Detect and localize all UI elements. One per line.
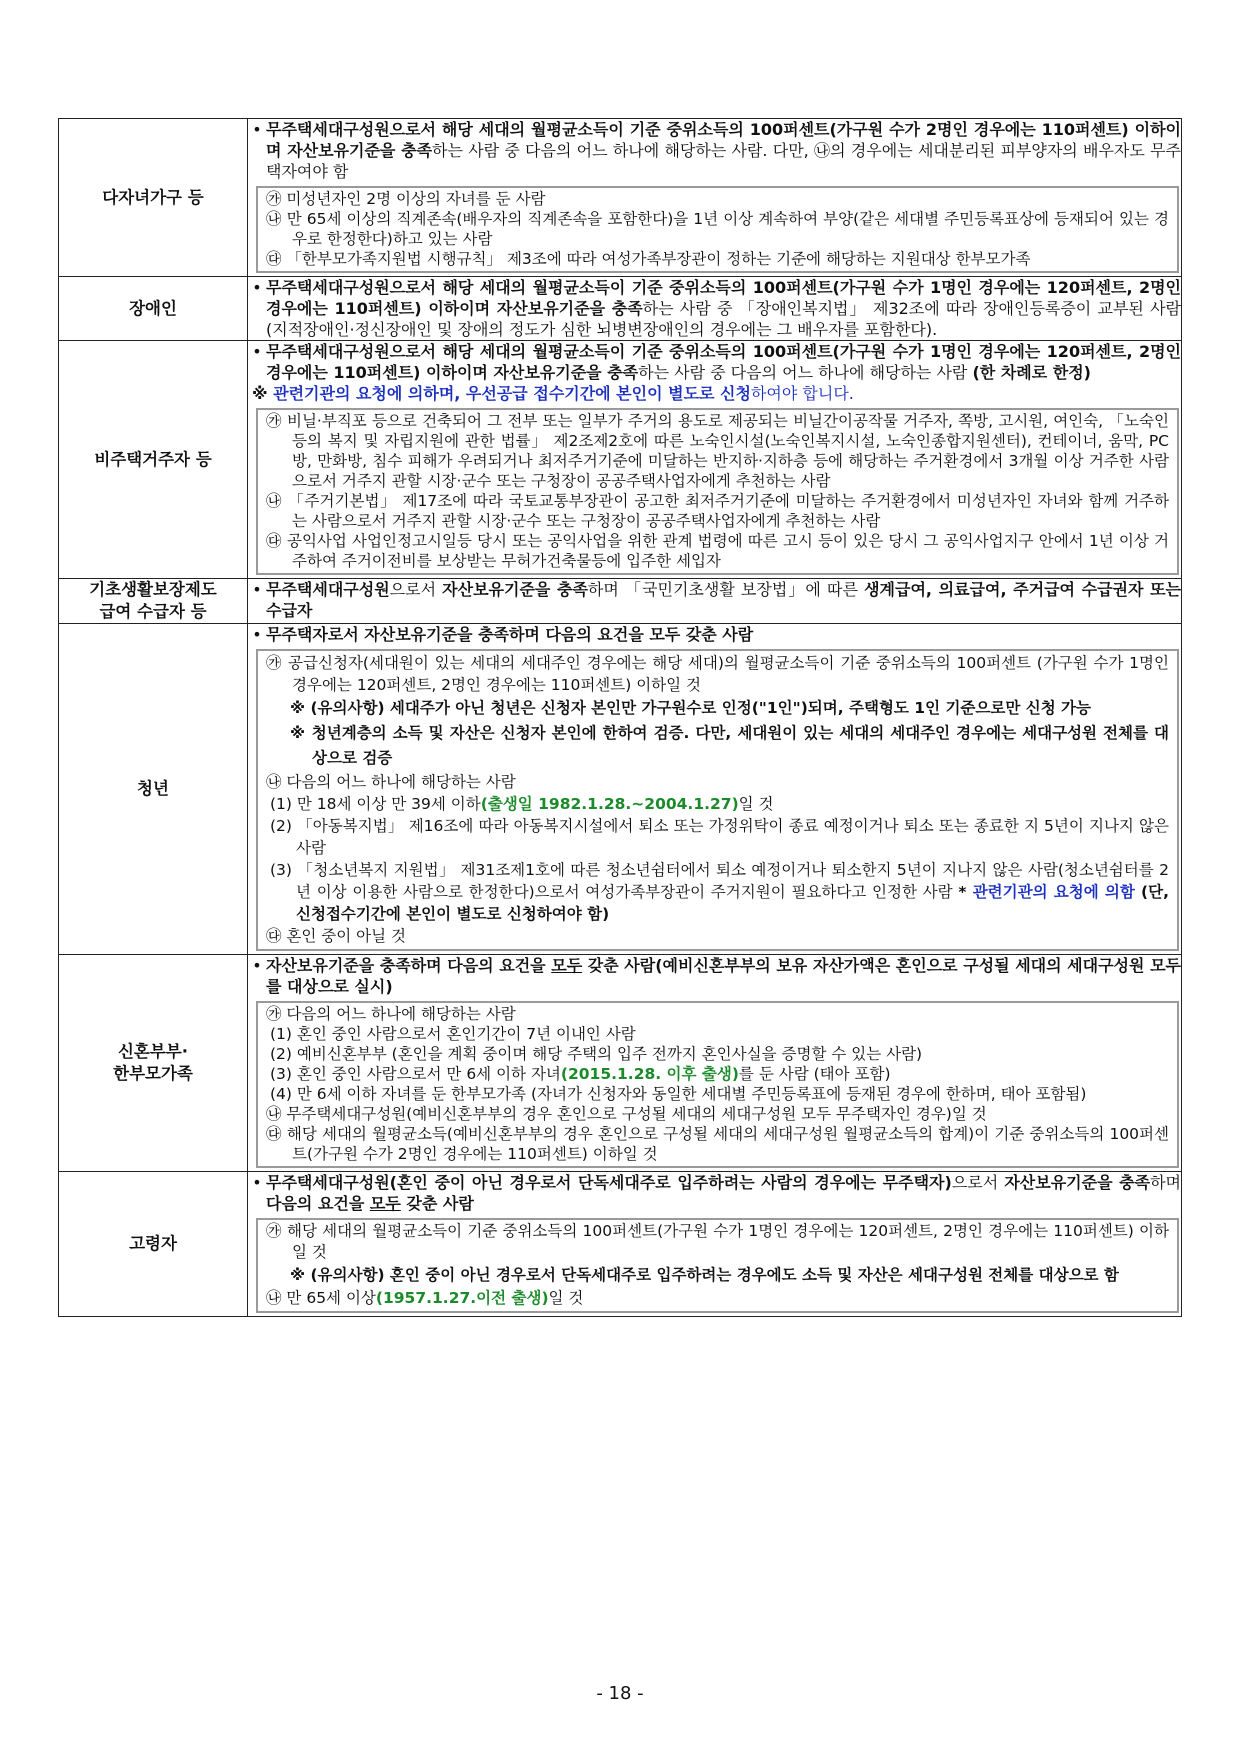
table-row <box>59 1172 1182 1317</box>
document-page <box>58 118 1182 1317</box>
list-item: (1) 만 18세 이상 만 39세 이하(출생일 1982.1.28.~2004.1.27)일 것 <box>270 795 774 813</box>
sub-criteria-box <box>256 408 1179 575</box>
criteria-youth: • 무주택자로서 자산보유기준을 충족하며 다음의 요건을 모두 갖춘 사람 ㉮ 공급신청자(세대원이 있는 세대의 세대주인 경우에는 해당 세대)의 월평균소득이 기준 중위소득의 100퍼센트 (가구원 수가 1명인 경우에는 120퍼센트, 2명인 경우에는 110퍼센트) 이하일 것 ※ (유의사항) 세대주가 아닌 청년은 신청자 본인만 가구원수로 인정("1인")되며, 주택형도 1인 기준으로만 신청 가능 ※ 청년계층의 소득 및 자산은 신청자 본인에 한하여 검증. 다만, 세대원이 있는 세대의 세대주인 경우에는 세대구성원 전체를 대상으로 검증 ㉯ 다음의 어느 하나에 해당하는 사람 (1) 만 18세 이상 만 39세 이하(출생일 1982.1.28.~2004.1.27)일 것 (2) 「아동복지법」 제16조에 따라 아동복지시설에서 퇴소 또는 가정위탁이 종료 예정이거나 퇴소 또는 종료한 지 5년이 지나지 않은 사람 (3) 「청소년복지 지원법」 제31조제1호에 따른 청소년쉼터에서 퇴소 예정이거나 퇴소한지 5년이 지나지 않은 사람(청소년쉼터를 2년 이상 이용한 사람으로 한정한다)으로서 여성가족부장관이 주거지원이 필요하다고 인정한 사람 * 관련기관의 요청에 의함 (단, 신청접수기간에 본인이 별도로 신청하여야 함) ㉰ 혼인 중이 아닐 것 <box>248 624 1182 955</box>
criteria-non-housing: • 무주택세대구성원으로서 해당 세대의 월평균소득이 기준 중위소득의 100퍼센트(가구원 수가 1명인 경우에는 120퍼센트, 2명인 경우에는 110퍼센트) 이하이며 자산보유기준을 충족하는 사람 중 다음의 어느 하나에 해당하는 사람 (한 차례로 한정) ※ 관련기관의 요청에 의하며, 우선공급 접수기간에 본인이 별도로 신청하여야 합니다. ㉮ 비닐·부직포 등으로 건축되어 그 전부 또는 일부가 주거의 용도로 제공되는 비닐간이공작물 거주자, 쪽방, 고시원, 여인숙, 「노숙인 등의 복지 및 자립지원에 관한 법률」 제2조제2호에 따른 노숙인시설(노숙인복지시설, 노숙인종합지원센터), 컨테이너, 움막, PC방, 만화방, 침수 피해가 우려되거나 최저주거기준에 미달하는 반지하·지하층 등에 해당하는 주거환경에서 3개월 이상 거주한 사람으로서 거주지 관할 시장·군수 또는 구청장이 공공주택사업자에게 추천하는 사람 ㉯ 「주거기본법」 제17조에 따라 국토교통부장관이 공고한 최저주거기준에 미달하는 주거환경에서 미성년자인 자녀와 함께 거주하는 사람으로서 거주지 관할 시장·군수 또는 구청장이 공공주택사업자에게 추천하는 사람 ㉰ 공익사업 사업인정고시일등 당시 또는 공익사업을 위한 관계 법령에 따른 고시 등이 있은 당시 그 공익사업지구 안에서 1년 이상 거주하여 주거이전비를 보상받는 무허가건축물등에 입주한 세입자 <box>248 341 1182 579</box>
criteria-disabled: • 무주택세대구성원으로서 해당 세대의 월평균소득이 기준 중위소득의 100퍼센트(가구원 수가 1명인 경우에는 120퍼센트, 2명인 경우에는 110퍼센트) 이하이며 자산보유기준을 충족하는 사람 중 「장애인복지법」 제32조에 따라 장애인등록증이 교부된 사람(지적장애인·정신장애인 및 장애의 정도가 심한 뇌병변장애인의 경우에는 그 배우자를 포함한다). <box>248 277 1182 341</box>
sub-criteria-box <box>256 1001 1179 1168</box>
note: ※ (유의사항) 혼인 중이 아닌 경우로서 단독세대주로 입주하려는 경우에도 소득 및 자산은 세대구성원 전체를 대상으로 함 <box>290 1266 1119 1284</box>
list-item: (2) 「아동복지법」 제16조에 따라 아동복지시설에서 퇴소 또는 가정위탁이 종료 예정이거나 퇴소 또는 종료한 지 5년이 지나지 않은 사람 <box>270 817 1169 857</box>
list-item: ㉯ 「주거기본법」 제17조에 따라 국토교통부장관이 공고한 최저주거기준에 미달하는 주거환경에서 미성년자인 자녀와 함께 거주하는 사람으로서 거주지 관할 시장·군수 또는 구청장이 공공주택사업자에게 추천하는 사람 <box>266 492 1169 530</box>
criteria-elderly: • 무주택세대구성원(혼인 중이 아닌 경우로서 단독세대주로 입주하려는 사람의 경우에는 무주택자)으로서 자산보유기준을 충족하며 다음의 요건을 모두 갖춘 사람 ㉮ 해당 세대의 월평균소득이 기준 중위소득의 100퍼센트(가구원 수가 1명인 경우에는 120퍼센트, 2명인 경우에는 110퍼센트) 이하일 것 ※ (유의사항) 혼인 중이 아닌 경우로서 단독세대주로 입주하려는 경우에도 소득 및 자산은 세대구성원 전체를 대상으로 함 ㉯ 만 65세 이상(1957.1.27.이전 출생)일 것 <box>248 1172 1182 1317</box>
list-item: ㉰ 혼인 중이 아닐 것 <box>266 927 407 945</box>
list-item: (4) 만 6세 이하 자녀를 둔 한부모가족 (자녀가 신청자와 동일한 세대별 주민등록표에 등재된 경우에 한하며, 태아 포함됨) <box>270 1085 1087 1103</box>
table-row <box>59 955 1182 1172</box>
category-disabled: 장애인 <box>59 277 248 341</box>
bullet-icon: • <box>252 625 262 644</box>
note: ※ 청년계층의 소득 및 자산은 신청자 본인에 한하여 검증. 다만, 세대원이 있는 세대의 세대주인 경우에는 세대구성원 전체를 대상으로 검증 <box>290 724 1169 767</box>
table-row <box>59 579 1182 624</box>
criteria-basic-livelihood: • 무주택세대구성원으로서 자산보유기준을 충족하며 「국민기초생활 보장법」에 따른 생계급여, 의료급여, 주거급여 수급권자 또는 수급자 <box>248 579 1182 624</box>
category-non-housing: 비주택거주자 등 <box>59 341 248 579</box>
bullet-icon: • <box>252 120 262 139</box>
criteria-newlywed: • 자산보유기준을 충족하며 다음의 요건을 모두 갖춘 사람(예비신혼부부의 보유 자산가액은 혼인으로 구성될 세대의 세대구성원 모두를 대상으로 실시) ㉮ 다음의 어느 하나에 해당하는 사람 (1) 혼인 중인 사람으로서 혼인기간이 7년 이내인 사람 (2) 예비신혼부부 (혼인을 계획 중이며 해당 주택의 입주 전까지 혼인사실을 증명할 수 있는 사람) (3) 혼인 중인 사람으로서 만 6세 이하 자녀(2015.1.28. 이후 출생)를 둔 사람 (태아 포함) (4) 만 6세 이하 자녀를 둔 한부모가족 (자녀가 신청자와 동일한 세대별 주민등록표에 등재된 경우에 한하며, 태아 포함됨) ㉯ 무주택세대구성원(예비신혼부부의 경우 혼인으로 구성될 세대의 세대구성원 모두 무주택자인 경우)일 것 ㉰ 해당 세대의 월평균소득(예비신혼부부의 경우 혼인으로 구성될 세대의 세대구성원 월평균소득의 합계)이 기준 중위소득의 100퍼센트(가구원 수가 2명인 경우에는 110퍼센트) 이하일 것 <box>248 955 1182 1172</box>
category-multi-child: 다자녀가구 등 <box>59 119 248 277</box>
list-item: ㉯ 무주택세대구성원(예비신혼부부의 경우 혼인으로 구성될 세대의 세대구성원 모두 무주택자인 경우)일 것 <box>266 1105 987 1123</box>
sub-criteria-box <box>256 186 1179 273</box>
note: ※ (유의사항) 세대주가 아닌 청년은 신청자 본인만 가구원수로 인정("1인")되며, 주택형도 1인 기준으로만 신청 가능 <box>290 699 1092 717</box>
bullet-icon: • <box>252 1173 262 1192</box>
list-item: ㉰ 해당 세대의 월평균소득(예비신혼부부의 경우 혼인으로 구성될 세대의 세대구성원 월평균소득의 합계)이 기준 중위소득의 100퍼센트(가구원 수가 2명인 경우에는 110퍼센트) 이하일 것 <box>266 1125 1169 1163</box>
list-item: ㉯ 다음의 어느 하나에 해당하는 사람 <box>266 773 516 791</box>
list-item: (1) 혼인 중인 사람으로서 혼인기간이 7년 이내인 사람 <box>270 1025 636 1043</box>
list-item: ㉮ 공급신청자(세대원이 있는 세대의 세대주인 경우에는 해당 세대)의 월평균소득이 기준 중위소득의 100퍼센트 (가구원 수가 1명인 경우에는 120퍼센트, 2명인 경우에는 110퍼센트) 이하일 것 <box>266 654 1169 694</box>
category-newlywed: 신혼부부· 한부모가족 <box>59 955 248 1172</box>
list-item: ㉯ 만 65세 이상(1957.1.27.이전 출생)일 것 <box>266 1289 584 1307</box>
table-row <box>59 341 1182 579</box>
list-item: ㉯ 만 65세 이상의 직계존속(배우자의 직계존속을 포함한다)을 1년 이상 계속하여 부양(같은 세대별 주민등록표상에 등재되어 있는 경우로 한정한다)하고 있는 사람 <box>266 210 1169 248</box>
criteria-multi-child: • 무주택세대구성원으로서 해당 세대의 월평균소득이 기준 중위소득의 100퍼센트(가구원 수가 2명인 경우에는 110퍼센트) 이하이며 자산보유기준을 충족하는 사람 중 다음의 어느 하나에 해당하는 사람. 다만, ㉯의 경우에는 세대분리된 피부양자의 배우자도 무주택자여야 함 ㉮ 미성년자인 2명 이상의 자녀를 둔 사람 ㉯ 만 65세 이상의 직계존속(배우자의 직계존속을 포함한다)을 1년 이상 계속하여 부양(같은 세대별 주민등록표상에 등재되어 있는 경우로 한정한다)하고 있는 사람 ㉰ 「한부모가족지원법 시행규칙」 제3조에 따라 여성가족부장관이 정하는 기준에 해당하는 지원대상 한부모가족 <box>248 119 1182 277</box>
list-item: ㉮ 미성년자인 2명 이상의 자녀를 둔 사람 <box>266 190 546 208</box>
notice: ※ 관련기관의 요청에 의하며, 우선공급 접수기간에 본인이 별도로 신청하여야 합니다. <box>252 384 854 403</box>
category-elderly: 고령자 <box>59 1172 248 1317</box>
table-row <box>59 277 1182 341</box>
sub-criteria-box <box>256 1218 1179 1313</box>
list-item: (3) 「청소년복지 지원법」 제31조제1호에 따른 청소년쉼터에서 퇴소 예정이거나 퇴소한지 5년이 지나지 않은 사람(청소년쉼터를 2년 이상 이용한 사람으로 한정한다)으로서 여성가족부장관이 주거지원이 필요하다고 인정한 사람 * 관련기관의 요청에 의함 (단, 신청접수기간에 본인이 별도로 신청하여야 함) <box>270 861 1169 923</box>
table-row <box>59 624 1182 955</box>
list-item: ㉰ 「한부모가족지원법 시행규칙」 제3조에 따라 여성가족부장관이 정하는 기준에 해당하는 지원대상 한부모가족 <box>266 250 1031 268</box>
eligibility-table <box>58 118 1182 1317</box>
list-item: ㉮ 해당 세대의 월평균소득이 기준 중위소득의 100퍼센트(가구원 수가 1명인 경우에는 120퍼센트, 2명인 경우에는 110퍼센트) 이하일 것 <box>266 1222 1169 1261</box>
list-item: ㉮ 다음의 어느 하나에 해당하는 사람 <box>266 1005 516 1023</box>
list-item: ㉰ 공익사업 사업인정고시일등 당시 또는 공익사업을 위한 관계 법령에 따른 고시 등이 있은 당시 그 공익사업지구 안에서 1년 이상 거주하여 주거이전비를 보상받는 무허가건축물등에 입주한 세입자 <box>266 532 1169 570</box>
table-row <box>59 119 1182 277</box>
list-item: (3) 혼인 중인 사람으로서 만 6세 이하 자녀(2015.1.28. 이후 출생)를 둔 사람 (태아 포함) <box>270 1065 891 1083</box>
bullet-icon: • <box>252 580 262 599</box>
category-youth: 청년 <box>59 624 248 955</box>
page-number: - 18 - <box>596 1683 644 1704</box>
category-basic-livelihood: 기초생활보장제도 급여 수급자 등 <box>59 579 248 624</box>
list-item: (2) 예비신혼부부 (혼인을 계획 중이며 해당 주택의 입주 전까지 혼인사실을 증명할 수 있는 사람) <box>270 1045 923 1063</box>
bullet-icon: • <box>252 278 262 297</box>
bullet-icon: • <box>252 956 262 975</box>
bullet-icon: • <box>252 342 262 361</box>
sub-criteria-box <box>256 649 1179 951</box>
list-item: ㉮ 비닐·부직포 등으로 건축되어 그 전부 또는 일부가 주거의 용도로 제공되는 비닐간이공작물 거주자, 쪽방, 고시원, 여인숙, 「노숙인 등의 복지 및 자립지원에 관한 법률」 제2조제2호에 따른 노숙인시설(노숙인복지시설, 노숙인종합지원센터), 컨테이너, 움막, PC방, 만화방, 침수 피해가 우려되거나 최저주거기준에 미달하는 반지하·지하층 등에 해당하는 주거환경에서 3개월 이상 거주한 사람으로서 거주지 관할 시장·군수 또는 구청장이 공공주택사업자에게 추천하는 사람 <box>266 412 1169 490</box>
